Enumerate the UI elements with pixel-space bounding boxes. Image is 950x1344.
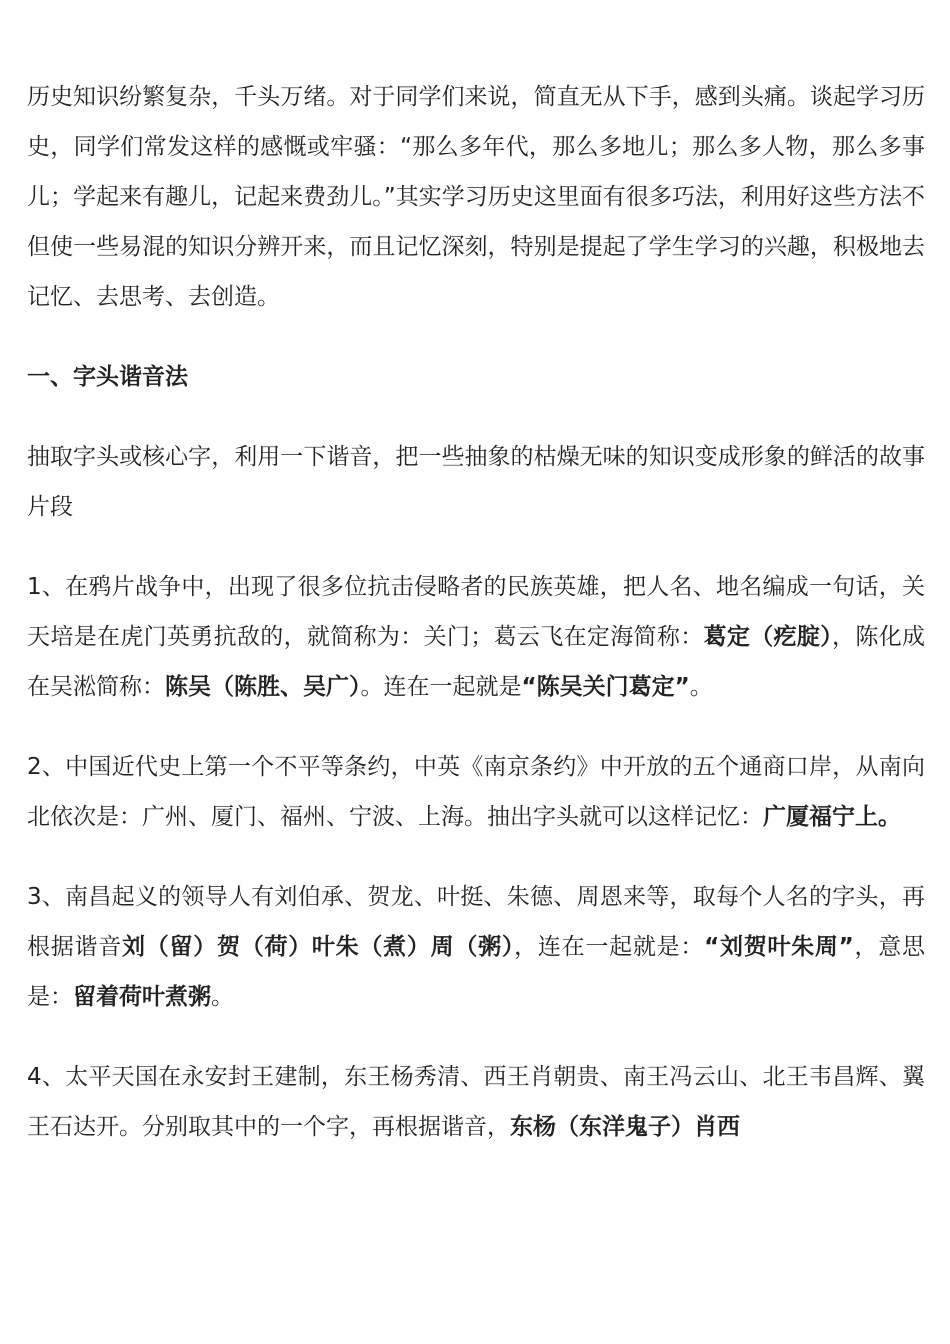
section-description: 抽取字头或核心字，利用一下谐音，把一些抽象的枯燥无味的知识变成形象的鲜活的故事片段 [27, 444, 925, 520]
item-text: ，意思是： [27, 934, 926, 1010]
list-item [27, 1052, 925, 1152]
item-text: 2、中国近代史上第一个不平等条约，中英《南京条约》中开放的五个通商口岸，从南向北依次是：广州、厦门、福州、宁波、上海。抽出字头就可以这样记忆： [27, 754, 925, 830]
section-heading: 一、字头谐音法 [27, 364, 188, 390]
item-text: ，连在一起就是： [514, 934, 705, 960]
item-bold-text: 广厦福宁上。 [763, 804, 901, 830]
item-text: 4、太平天国在永安封王建制，东王杨秀清、西王肖朝贵、南王冯云山、北王韦昌辉、翼王石达开。分别取其中的一个字，再根据谐音， [27, 1064, 925, 1140]
list-item [27, 872, 925, 1022]
item-text: 。 [689, 674, 713, 700]
item-bold-text: 留着荷叶煮粥 [73, 984, 211, 1010]
document-body [27, 72, 925, 1182]
item-text: 3、南昌起义的领导人有刘伯承、贺龙、叶挺、朱德、周恩来等，取每个人名的字头，再根据谐音 [27, 884, 925, 960]
item-text: ，陈化成在吴淞简称： [27, 624, 926, 700]
item-bold-text: 陈吴（陈胜、吴广） [165, 674, 361, 700]
item-bold-text: “陈吴关门葛定” [521, 674, 690, 700]
item-bold-text: 刘（留）贺（荷）叶朱（煮）周（粥） [121, 934, 515, 960]
item-text: 。连在一起就是 [360, 674, 522, 700]
item-bold-text: 东杨（东洋鬼子）肖西 [510, 1114, 740, 1140]
item-text: 。 [211, 984, 234, 1010]
list-item [27, 742, 925, 842]
list-item [27, 562, 925, 712]
item-bold-text: “刘贺叶朱周” [704, 934, 854, 960]
item-text: 1、在鸦片战争中，出现了很多位抗击侵略者的民族英雄，把人名、地名编成一句话，关天培是在虎门英勇抗敌的，就简称为：关门；葛云飞在定海简称： [27, 574, 925, 650]
intro-paragraph: 历史知识纷繁复杂，千头万绪。对于同学们来说，简直无从下手，感到头痛。谈起学习历史，同学们常发这样的感慨或牢骚：“那么多年代，那么多地儿；那么多人物，那么多事儿；学起来有趣儿，记起来费劲儿。”其实学习历史这里面有很多巧法，利用好这些方法不但使一些易混的知识分辨开来，而且记忆深刻，特别是提起了学生学习的兴趣，积极地去记忆、去思考、去创造。 [27, 84, 925, 310]
item-bold-text: 葛定（疙腚） [703, 624, 833, 650]
